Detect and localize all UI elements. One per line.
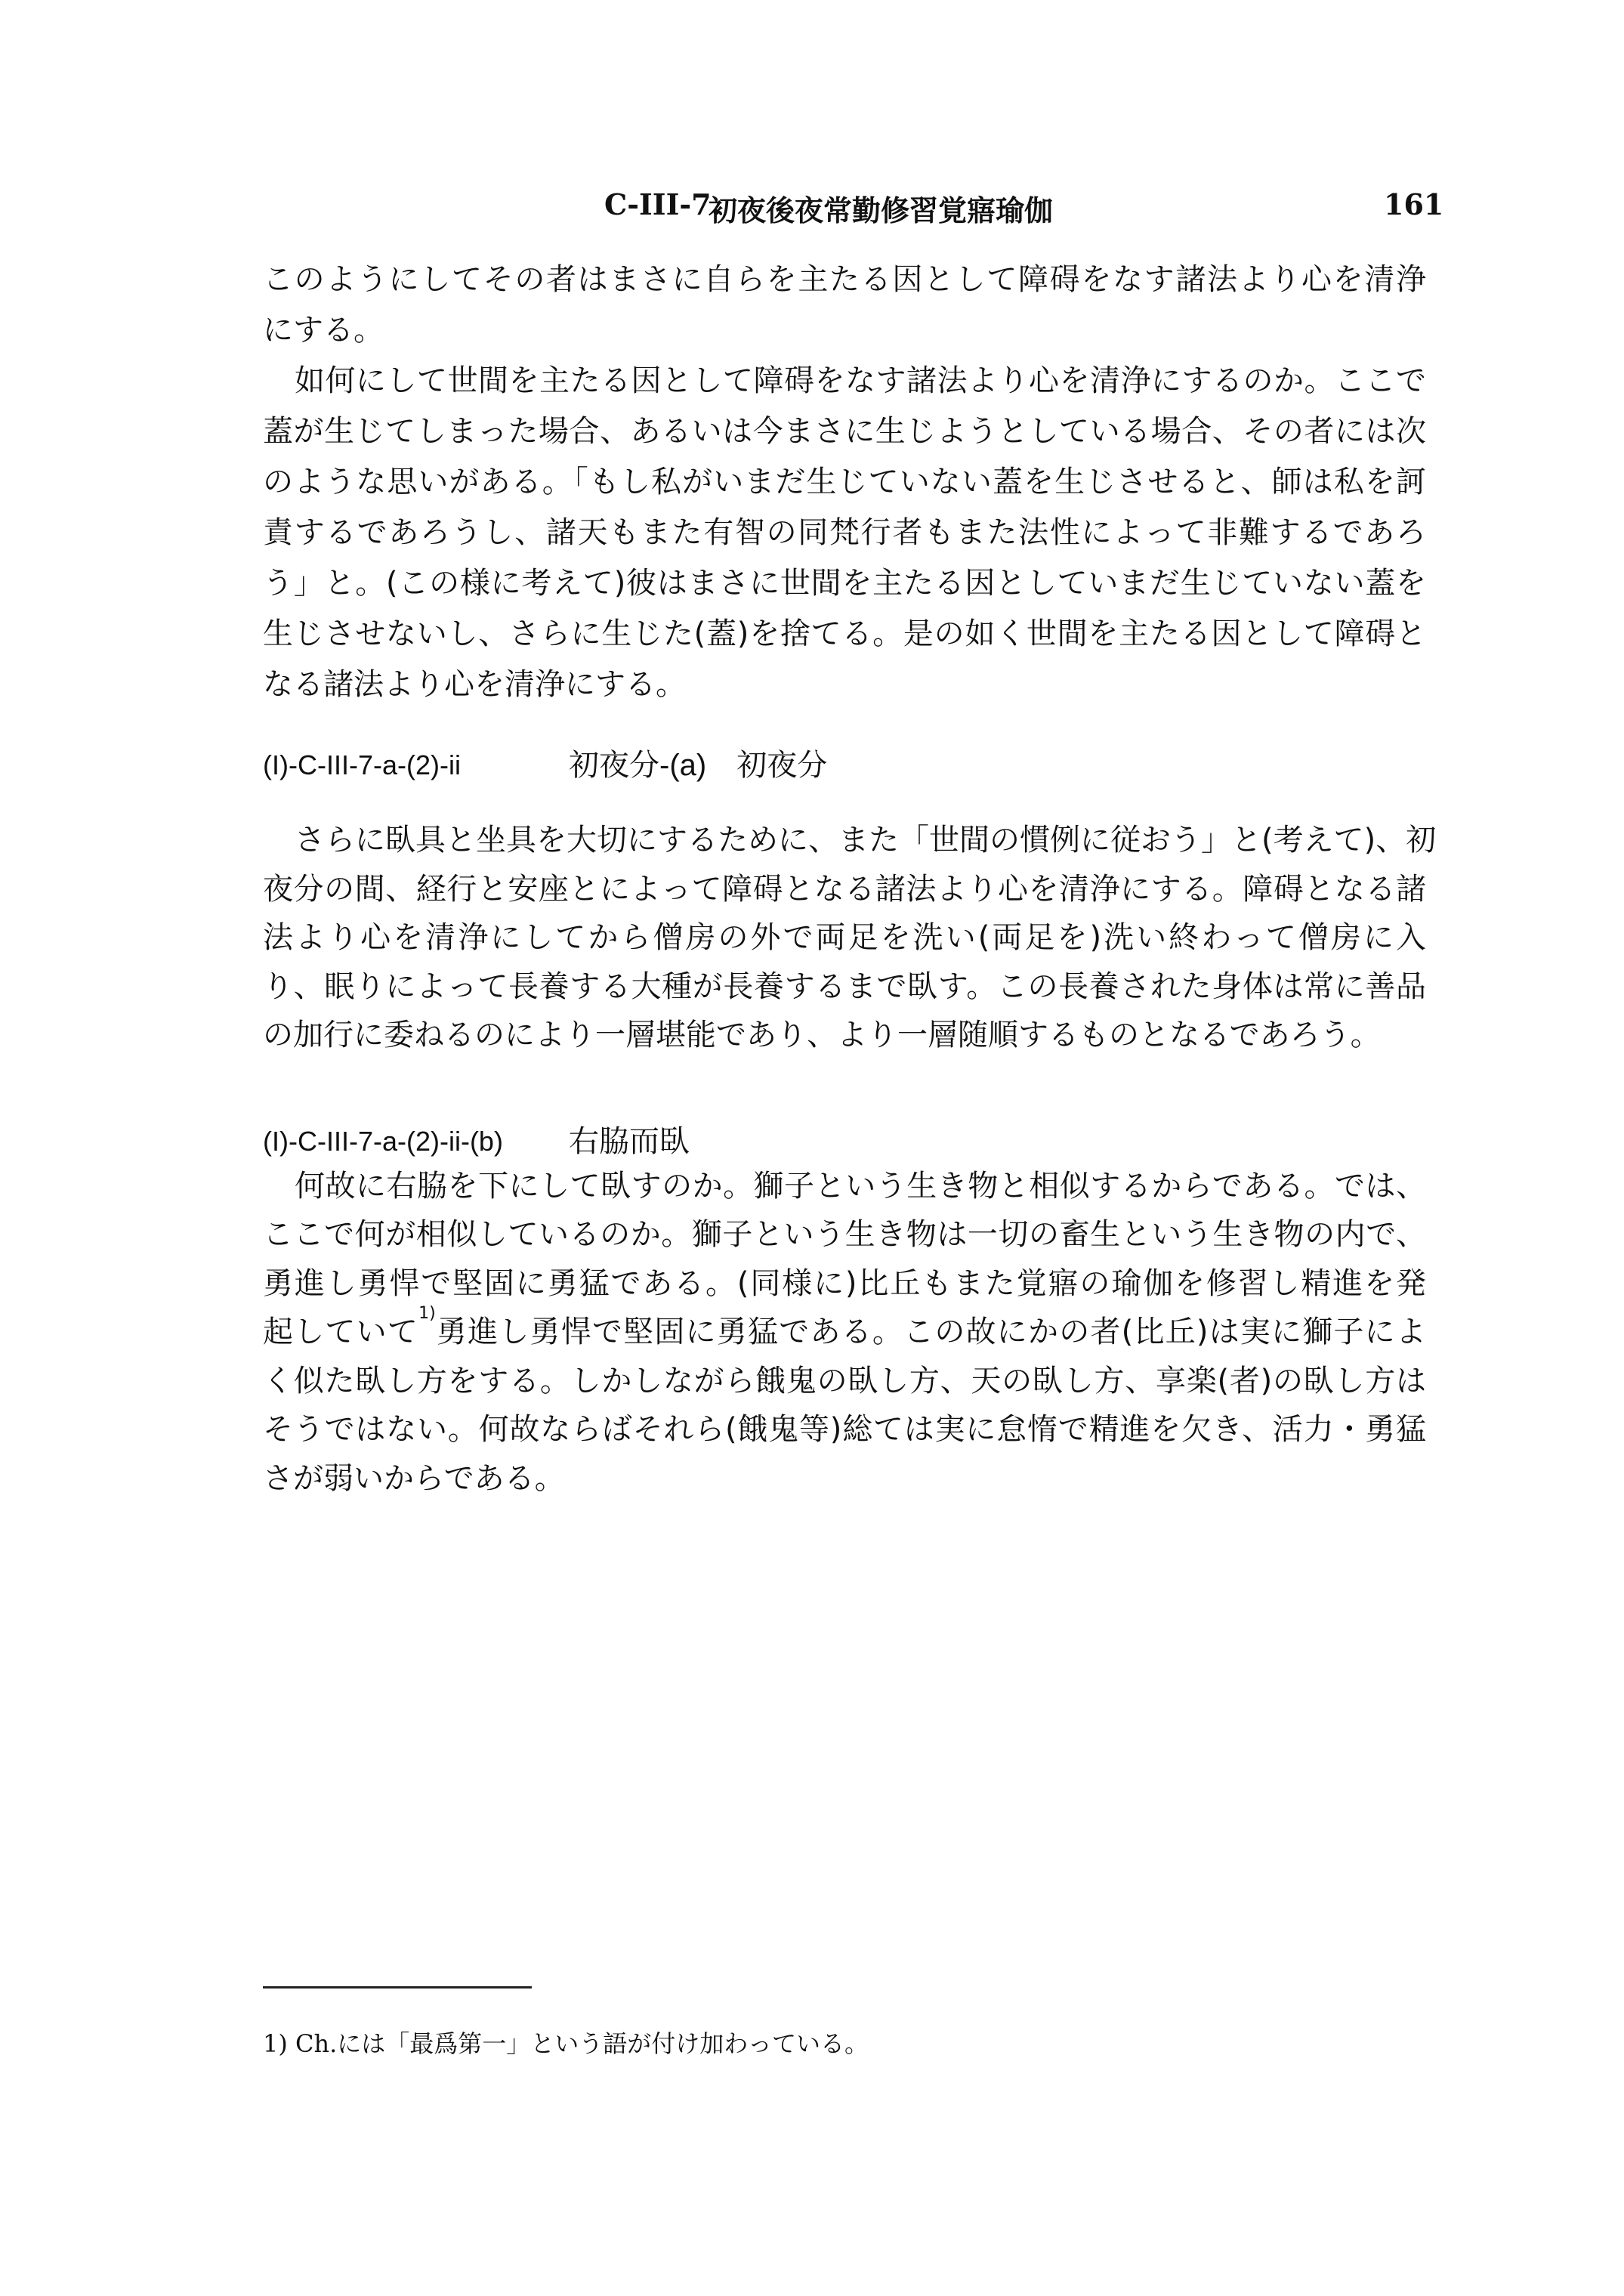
- text-segment: 起していて: [263, 1315, 419, 1349]
- text-line: 蓋が生じてしまった場合、あるいは今まさに生じようとしている場合、その者には次: [263, 414, 1426, 449]
- text-line: く似た臥し方をする。しかしながら餓鬼の臥し方、天の臥し方、享楽(者)の臥し方は: [263, 1364, 1426, 1398]
- section-title: 右脇而臥: [569, 1125, 690, 1158]
- text-line: の加行に委ねるのにより一層堪能であり、より一層随順するものとなるであろう。: [263, 1018, 1381, 1052]
- running-header-title: 初夜後夜常勤修習覚寤瑜伽: [709, 193, 1054, 227]
- footnote-divider: [263, 1986, 532, 1989]
- running-header-section: C-III-7.: [604, 187, 721, 221]
- text-segment: 勇進し勇悍で堅固に勇猛である。この故にかの者(比丘)は実に獅子によ: [435, 1315, 1426, 1349]
- text-line: なる諸法より心を清浄にする。: [263, 667, 686, 702]
- text-line: ここで何が相似しているのか。獅子という生き物は一切の畜生という生き物の内で、: [263, 1217, 1426, 1252]
- text-line: 責するであろうし、諸天もまた有智の同梵行者もまた法性によって非難するであろ: [263, 515, 1426, 550]
- text-line: り、眠りによって長養する大種が長養するまで臥す。この長養された身体は常に善品: [263, 969, 1426, 1004]
- text-line: にする。: [263, 313, 384, 348]
- text-line: 夜分の間、経行と安座とによって障碍となる諸法より心を清浄にする。障碍となる諸: [263, 872, 1426, 907]
- text-line: さらに臥具と坐具を大切にするために、また「世間の慣例に従おう」と(考えて)、初: [295, 823, 1437, 858]
- text-line: のような思いがある。「もし私がいまだ生じていない蓋を生じさせると、師は私を訶: [263, 465, 1426, 499]
- section-heading-a: [263, 746, 1094, 784]
- text-line: 何故に右脇を下にして臥すのか。獅子という生き物と相似するからである。では、: [295, 1169, 1426, 1204]
- text-line: 法より心を清浄にしてから僧房の外で両足を洗い(両足を)洗い終わって僧房に入: [263, 920, 1426, 955]
- text-line: そうではない。何故ならばそれら(餓鬼等)総ては実に怠惰で精進を欠き、活力・勇猛: [263, 1412, 1426, 1447]
- footnote: 1) Ch.には「最爲第一」という語が付け加わっている。: [263, 2029, 869, 2058]
- text-line: 勇進し勇悍で堅固に勇猛である。(同様に)比丘もまた覚寤の瑜伽を修習し精進を発: [263, 1266, 1426, 1301]
- text-line: う」と。(この様に考えて)彼はまさに世間を主たる因としていまだ生じていない蓋を: [263, 566, 1426, 601]
- text-line: [263, 1304, 1426, 1353]
- text-line: さが弱いからである。: [263, 1461, 565, 1496]
- footnote-reference[interactable]: 1): [418, 1304, 436, 1323]
- text-line: このようにしてその者はまさに自らを主たる因として障碍をなす諸法より心を清浄: [263, 262, 1426, 297]
- section-title: 初夜分-(a) 初夜分: [569, 749, 828, 782]
- text-line: 生じさせないし、さらに生じた(蓋)を捨てる。是の如く世間を主たる因として障碍と: [263, 616, 1426, 651]
- text-line: 如何にして世間を主たる因として障碍をなす諸法より心を清浄にするのか。ここで: [295, 363, 1426, 398]
- section-heading-b: [263, 1123, 1094, 1160]
- section-number: (I)-C-III-7-a-(2)-ii-(b): [263, 1126, 503, 1157]
- page-number: 161: [1384, 187, 1444, 221]
- section-number: (I)-C-III-7-a-(2)-ii: [263, 749, 461, 780]
